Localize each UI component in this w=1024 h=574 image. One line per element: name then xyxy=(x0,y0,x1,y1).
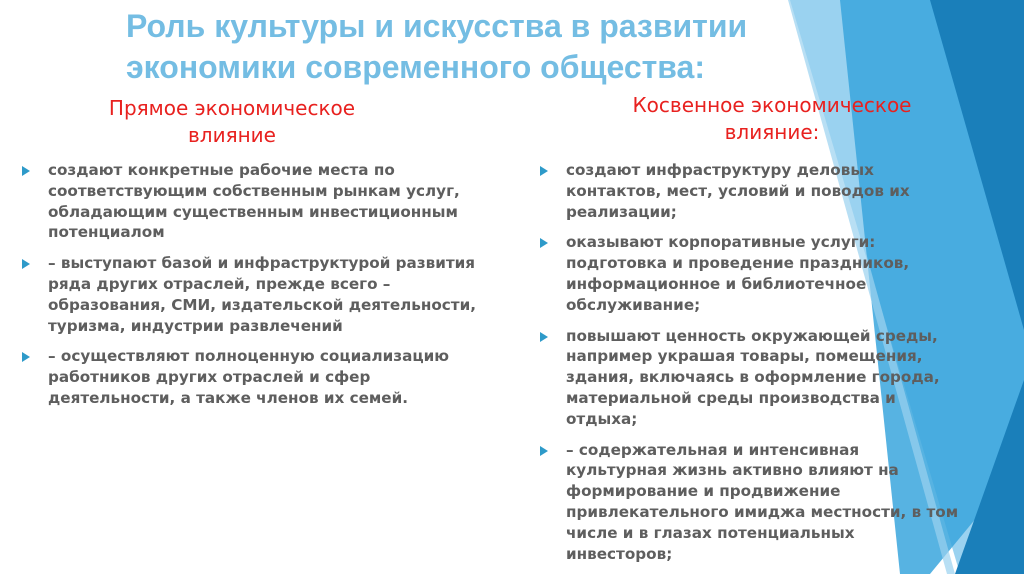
indirect-impact-list xyxy=(540,160,1010,574)
direct-impact-list xyxy=(22,160,522,419)
list-item xyxy=(540,326,1010,430)
indirect-impact-heading xyxy=(586,92,958,146)
list-item xyxy=(22,160,522,243)
list-item xyxy=(22,253,522,336)
list-item xyxy=(540,440,1010,565)
bullet-triangle-icon xyxy=(540,238,548,248)
list-item xyxy=(22,346,522,408)
direct-impact-heading-line-2: влияние xyxy=(188,123,276,147)
slide-title-line-2: экономики современного общества: xyxy=(126,49,705,85)
list-item-text: – выступают базой и инфраструктурой развития ряда других отраслей, прежде всего – образования, СМИ, издательской деятельности, туризма, индустрии развлечений xyxy=(48,254,477,335)
list-item-text: создают инфраструктуру деловых контактов, мест, условий и поводов их реализации; xyxy=(566,161,910,221)
list-item-text: – осуществляют полноценную социализацию работников других отраслей и сфер деятельности, а также членов их семей. xyxy=(48,347,450,407)
indirect-impact-heading-line-1: Косвенное экономическое xyxy=(632,93,912,117)
bullet-triangle-icon xyxy=(540,446,548,456)
list-item-text: создают конкретные рабочие места по соответствующим собственным рынкам услуг, обладающим существенным инвестиционным потенциалом xyxy=(48,161,460,242)
bullet-triangle-icon xyxy=(540,332,548,342)
slide-title xyxy=(126,6,766,88)
slide-title-line-1: Роль культуры и искусства в развитии xyxy=(126,8,748,44)
list-item-text: – содержательная и интенсивная культурная жизнь активно влияют на формирование и продвижение привлекательного имиджа местности, в том числе и в глазах потенциальных инвесторов; xyxy=(566,440,959,563)
direct-impact-heading-line-1: Прямое экономическое xyxy=(108,96,356,120)
list-item xyxy=(540,232,1010,315)
bullet-triangle-icon xyxy=(22,259,30,269)
list-item-text: оказывают корпоративные услуги: подготовка и проведение праздников, информационное и библиотечное обслуживание; xyxy=(566,233,910,314)
list-item xyxy=(540,160,1010,222)
bullet-triangle-icon xyxy=(540,166,548,176)
direct-impact-heading xyxy=(62,95,402,149)
bullet-triangle-icon xyxy=(22,166,30,176)
bullet-triangle-icon xyxy=(22,352,30,362)
indirect-impact-heading-line-2: влияние: xyxy=(724,120,820,144)
list-item-text: повышают ценность окружающей среды, например украшая товары, помещения, здания, включаясь в оформление города, материальной среды производства и отдыха; xyxy=(566,326,940,428)
